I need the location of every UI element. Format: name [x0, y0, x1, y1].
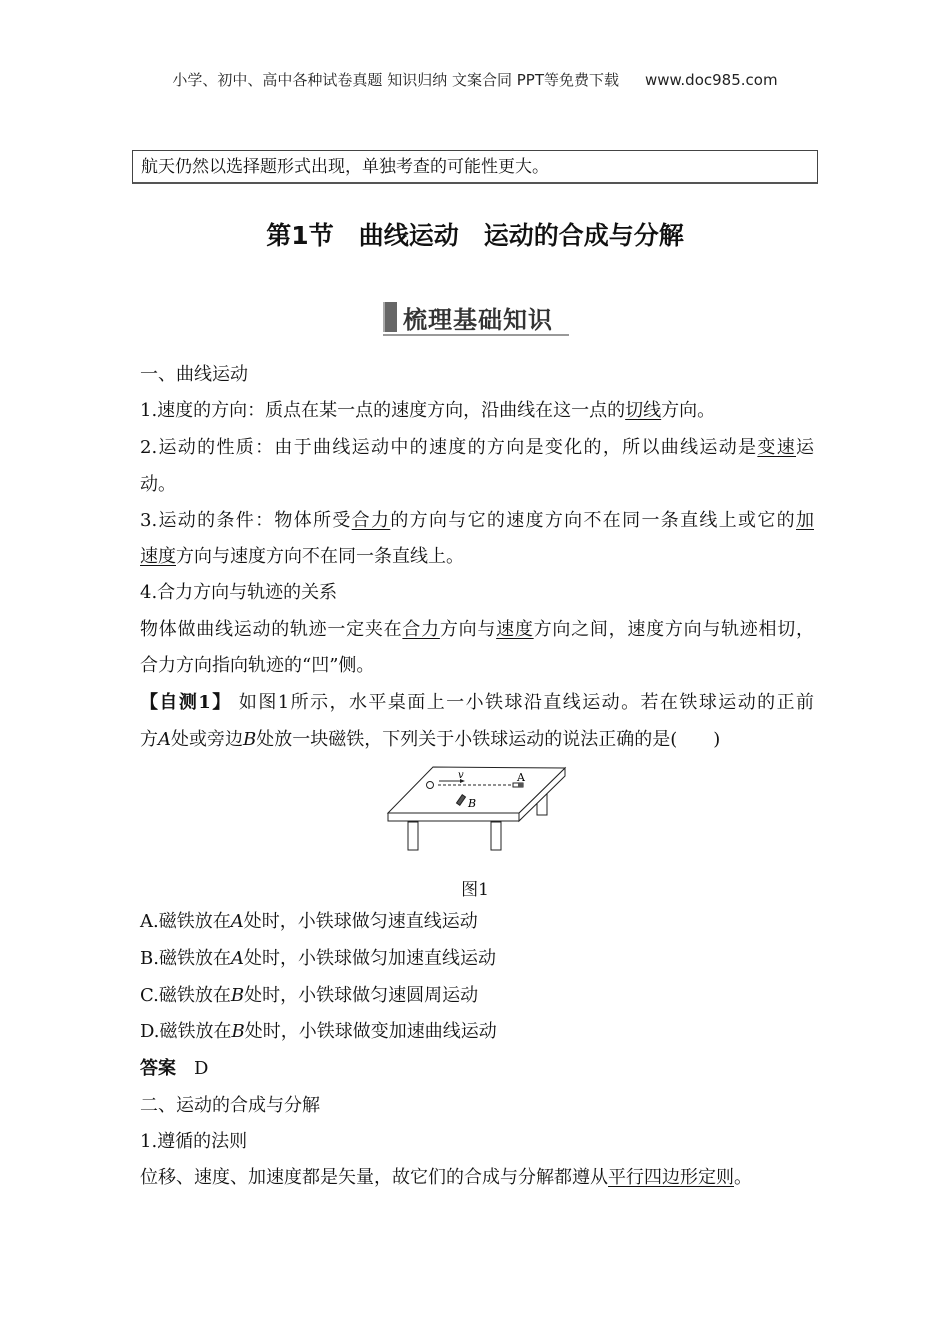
text-segment: 如图1所示，水平桌面上一小铁球沿直线运动。若在铁球运动的正前: [231, 692, 815, 713]
text-segment: D: [176, 1058, 209, 1079]
text-segment: 处放一块磁铁，下列关于小铁球运动的说法正确的是( ): [256, 729, 721, 750]
text-segment: 【自测1】: [140, 692, 232, 713]
table-leg: [408, 822, 418, 850]
text-line: [140, 1057, 814, 1081]
section-heading-text: 梳理基础知识: [403, 306, 553, 334]
text-segment: A: [230, 911, 244, 932]
text-segment: 处时，小铁球做匀速直线运动: [243, 911, 478, 932]
text-segment: B.磁铁放在: [140, 948, 231, 969]
text-line: [140, 984, 814, 1008]
text-line: [140, 1130, 814, 1154]
text-segment: A.磁铁放在: [140, 911, 231, 932]
header-url[interactable]: www.doc985.com: [644, 71, 778, 89]
underlined-answer: 平行四边形定则: [608, 1167, 734, 1188]
text-segment: 方向。: [661, 400, 716, 421]
text-segment: 答案: [140, 1058, 176, 1079]
text-segment: B: [243, 729, 257, 750]
text-line: [140, 581, 814, 605]
text-segment: 物体做曲线运动的轨迹一定夹在: [140, 619, 403, 640]
table-front: [388, 813, 519, 821]
text-line: [140, 473, 814, 497]
text-segment: 方向与速度方向不在同一条直线上。: [176, 546, 464, 567]
text-segment: C.磁铁放在: [140, 985, 231, 1006]
figure-caption: 图1: [461, 880, 489, 900]
underlined-answer: 合力: [351, 510, 391, 531]
text-segment: 2.运动的性质：由于曲线运动中的速度的方向是变化的，所以曲线运动是: [140, 437, 758, 458]
text-segment: 3.运动的条件：物体所受: [140, 510, 352, 531]
text-line: [140, 691, 814, 715]
text-line: [140, 910, 814, 934]
figure-table: [380, 760, 580, 860]
iron-ball: [427, 782, 434, 789]
table-leg: [491, 822, 501, 850]
page-title: 第1节 曲线运动 运动的合成与分解: [266, 221, 684, 250]
text-segment: 方向与: [439, 619, 497, 640]
text-line: [140, 728, 814, 752]
label-v: v: [458, 770, 464, 781]
text-segment: 处时，小铁球做匀加速直线运动: [243, 948, 496, 969]
text-segment: B: [231, 1021, 245, 1042]
underlined-answer: 速度: [496, 619, 534, 640]
text-line: [140, 947, 814, 971]
text-segment: 1.速度的方向：质点在某一点的速度方向，沿曲线在这一点的: [140, 400, 626, 421]
underlined-answer: 切线: [625, 400, 662, 421]
underlined-answer: 速度: [140, 546, 176, 567]
text-segment: 。: [734, 1167, 752, 1188]
text-line: [140, 545, 814, 569]
text-line: [140, 399, 814, 423]
text-line: [140, 618, 814, 642]
text-line: [140, 1166, 814, 1190]
text-segment: 方向之间，速度方向与轨迹相切，: [533, 619, 815, 640]
underlined-answer: 变速: [757, 437, 797, 458]
text-line: [140, 436, 814, 460]
text-segment: 的方向与它的速度方向不在同一条直线上或它的: [390, 510, 796, 531]
text-line: [140, 1020, 814, 1044]
underlined-answer: 合力: [402, 619, 440, 640]
text-segment: D.磁铁放在: [140, 1021, 232, 1042]
text-line: [140, 654, 814, 678]
text-segment: B: [230, 985, 245, 1006]
page-header: [0, 69, 950, 90]
text-segment: 1.遵循的法则: [140, 1131, 248, 1152]
text-line: [140, 509, 814, 533]
text-line: [140, 363, 814, 387]
label-a: A: [517, 771, 525, 784]
text-segment: 一、曲线运动: [140, 364, 248, 385]
underlined-answer: 加: [796, 510, 814, 531]
heading-bar-icon: [383, 302, 397, 332]
text-segment: 方: [140, 729, 158, 750]
text-line: [140, 1094, 814, 1118]
section-heading: [383, 298, 569, 336]
text-segment: A: [158, 729, 171, 750]
text-segment: 处时，小铁球做变加速曲线运动: [244, 1021, 497, 1042]
text-segment: 4.合力方向与轨迹的关系: [140, 582, 338, 603]
text-segment: 合力方向指向轨迹的“凹”侧。: [140, 655, 375, 676]
text-segment: A: [230, 948, 244, 969]
header-text: 小学、初中、高中各种试卷真题 知识归纳 文案合同 PPT等免费下载: [172, 71, 619, 89]
label-b: B: [468, 797, 477, 810]
text-segment: 处时，小铁球做匀速圆周运动: [244, 985, 479, 1006]
text-segment: 动。: [140, 474, 176, 495]
notice-box: 航天仍然以选择题形式出现，单独考查的可能性更大。: [132, 150, 818, 184]
text-segment: 二、运动的合成与分解: [140, 1095, 320, 1116]
text-segment: 运: [796, 437, 815, 458]
text-segment: 处或旁边: [171, 729, 243, 750]
text-segment: 位移、速度、加速度都是矢量，故它们的合成与分解都遵从: [140, 1167, 608, 1188]
